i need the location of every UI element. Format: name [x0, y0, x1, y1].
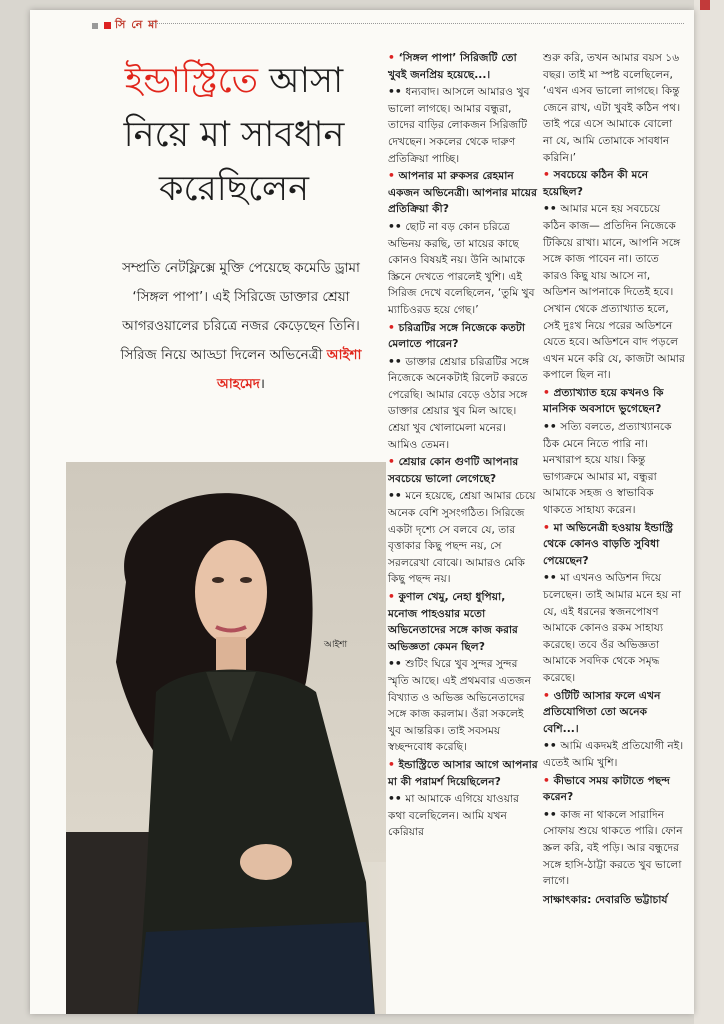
scan-corner-mark	[700, 0, 710, 10]
intro-name: আইশা আহমেদ	[217, 347, 362, 392]
question: • চরিত্রটির সঙ্গে নিজেকে কতটা মেলাতে পারেন?	[388, 320, 538, 353]
question: • কুণাল খেমু, নেহা ধুপিয়া, মনোজ পাহওয়ার মতো অভিনেতাদের সঙ্গে কাজ করার অভিজ্ঞতা কেমন ছিল?	[388, 589, 538, 655]
answer: •• আমি একদমই প্রতিযোগী নই। এতেই আমি খুশি।	[543, 738, 685, 771]
answer: •• আমার মনে হয় সবচেয়ে কঠিন কাজ— প্রতিদিন নিজেকে টিকিয়ে রাখা। মানে, আপনি সঙ্গে সঙ্গে কাজ পাবেন না। তাতে কারও কিছু যায় আসে না, অডিশন আপনাকে দিতেই হবে। সেখান থেকে প্রত্যাখ্যাত হলে, সেই দুঃখ নিয়ে পরের অডিশনে যেতে হবে। অডিশনে বাদ পড়লে এখন মনে করি যে, কাজটা আমার কপালে ছিল না।	[543, 201, 685, 384]
intro-paragraph	[114, 254, 368, 399]
intro-end: ।	[259, 376, 265, 392]
answer: •• শুটিং ঘিরে খুব সুন্দর সুন্দর স্মৃতি আছে। এই প্রথমবার এতজন বিখ্যাত ও অভিজ্ঞ অভিনেতাদের সঙ্গে কাজ করলাম। ওঁরা সকলেই খুব আন্তরিক। তাই সবসময় স্বচ্ছন্দবোধ করেছি।	[388, 656, 538, 756]
question: • ‘সিঙ্গল পাপা’ সিরিজটি তো খুবই জনপ্রিয় হয়েছে...।	[388, 50, 538, 83]
question: • ওটিটি আসার ফলে এখন প্রতিযোগিতা তো অনেক বেশি...।	[543, 688, 685, 738]
answer: •• সত্যি বলতে, প্রত্যাখ্যানকে ঠিক মেনে নিতে পারি না। মনখারাপ হয়ে যায়। কিন্তু ভাগ্যক্রমে আমার মা, বন্ধুরা আমাকে সহজ ও স্বাভাবিক থাকতে সাহায্য করেন।	[543, 419, 685, 519]
headline-line1-rest: আসা	[257, 61, 344, 101]
question: • কীভাবে সময় কাটাতে পছন্দ করেন?	[543, 773, 685, 806]
answer: •• মা আমাকে এগিয়ে যাওয়ার কথা বলেছিলেন। আমি যখন কেরিয়ার	[388, 791, 538, 841]
qa-column-2	[543, 50, 685, 909]
answer: •• কাজ না থাকলে সারাদিন সোফায় শুয়ে থাকতে পারি। ফোন স্ক্রল করি, বই পড়ি। আর বন্ধুদের সঙ্গে হাসি-ঠাট্টা করতে খুব ভালো লাগে।	[543, 807, 685, 890]
answer: •• মনে হয়েছে, শ্রেয়া আমার চেয়ে অনেক বেশি সুসংগঠিত। সিরিজে একটা দৃশ্যে সে বলবে যে, তার বৃত্তাকার কিছু পছন্দ নয়, সে সরলরেখা বোঝে। আমারও মেকি কিছু পছন্দ নয়।	[388, 488, 538, 588]
question: • ইন্ডাস্ট্রিতে আসার আগে আপনার মা কী পরামর্শ দিয়েছিলেন?	[388, 757, 538, 790]
top-dotted-rule	[150, 23, 684, 24]
answer: •• মা এখনও অডিশন দিয়ে চলেছেন। তাই আমার মনে হয় না যে, এই ধরনের স্বজনপোষণ আমাকে কোনও রকম সাহায্য করেছে। তবে ওঁর অভিজ্ঞতা আমাকে সবদিক থেকে সমৃদ্ধ করেছে।	[543, 570, 685, 686]
scan-edge	[694, 0, 724, 1024]
section-square-icon	[104, 22, 111, 29]
answer: •• ধন্যবাদ। আসলে আমারও খুব ভালো লাগছে। আমার বন্ধুরা, তাদের বাড়ির লোকজন সিরিজটি দেখছেন। সকলের থেকে দারুণ প্রতিক্রিয়া পাচ্ছি।	[388, 84, 538, 167]
answer: •• ডাক্তার শ্রেয়ার চরিত্রটির সঙ্গে নিজেকে অনেকটাই রিলেট করতে পেরেছি। আমার বেড়ে ওঠার সঙ্গে ডাক্তার শ্রেয়ার খুব মিল আছে। শ্রেয়া খুব খোলামেলা মনের। আমিও তেমন।	[388, 354, 538, 454]
headline-red: ইন্ডাস্ট্রিতে	[124, 61, 258, 101]
question: • আপনার মা রুকসর রেহমান একজন অভিনেত্রী। আপনার মায়ের প্রতিক্রিয়া কী?	[388, 168, 538, 218]
answer: •• ছোট না বড় কোন চরিত্রে অভিনয় করছি, তা মায়ের কাছে কোনও বিষয়ই নয়। উনি আমাকে স্ক্রিনে দেখতে পারলেই খুশি। এই সিরিজ দেখে বলেছিলেন, ‘তুমি খুব ম্যাচিওরড হয়ে গেছ।’	[388, 219, 538, 319]
section-label: সি নে মা	[115, 18, 159, 31]
headline-line2: নিয়ে মা সাবধান	[123, 115, 345, 155]
interview-credit: সাক্ষাৎকার: দেবারতি ভট্টাচার্য	[543, 892, 668, 906]
newspaper-page	[30, 10, 694, 1014]
section-tag	[92, 16, 158, 35]
section-bar-icon	[92, 23, 98, 29]
qa-column-1	[388, 50, 538, 842]
question: • শ্রেয়ার কোন গুণটি আপনার সবচেয়ে ভালো লেগেছে?	[388, 454, 538, 487]
headline-line3: করেছিলেন	[158, 169, 310, 209]
answer-continued: শুরু করি, তখন আমার বয়স ১৬ বছর। তাই মা স্পষ্ট বলেছিলেন, ‘এখন এসব ভালো লাগছে। কিন্তু জেনে রাখ, এটা খুবই কঠিন পথ। তাই পরে এসে আমাকে বোলো না যে, আমি তোমাকে সাবধান করিনি।’	[543, 51, 681, 164]
actress-figure-icon	[66, 462, 386, 1014]
question: • মা অভিনেত্রী হওয়ায় ইন্ডাস্ট্রি থেকে কোনও বাড়তি সুবিধা পেয়েছেন?	[543, 520, 685, 570]
question: • সবচেয়ে কঠিন কী মনে হয়েছিল?	[543, 167, 685, 200]
intro-text: সম্প্রতি নেটফ্লিক্সে মুক্তি পেয়েছে কমেডি ড্রামা ‘সিঙ্গল পাপা’। এই সিরিজে ডাক্তার শ্রেয়া আগরওয়ালের চরিত্রে নজর কেড়েছেন তিনি। সিরিজ নিয়ে আড্ডা দিলেন অভিনেত্রী	[120, 260, 360, 363]
question: • প্রত্যাখ্যাত হয়ে কখনও কি মানসিক অবসাদে ভুগেছেন?	[543, 385, 685, 418]
headline	[96, 54, 372, 216]
actress-photo	[66, 462, 386, 1014]
photo-caption: আইশা	[324, 640, 348, 650]
